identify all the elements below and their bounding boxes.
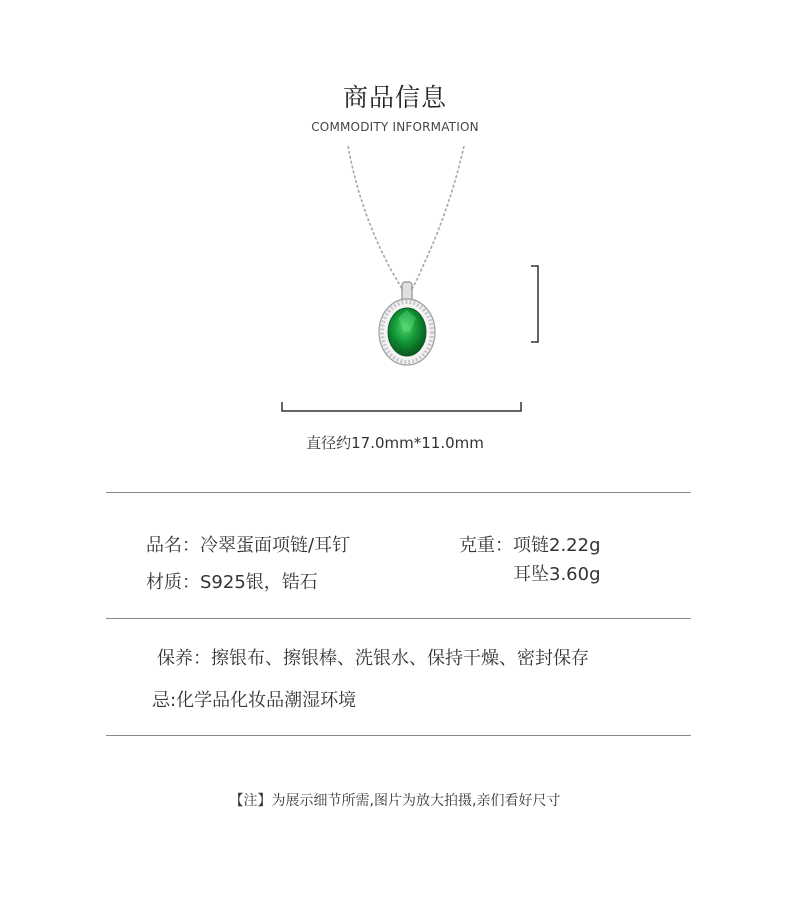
divider-bottom xyxy=(106,735,691,736)
page-title: 商品信息 xyxy=(342,83,447,112)
product-name: 品名：冷翠蛋面项链/耳钉 xyxy=(146,535,351,556)
emerald-pendant-necklace-icon xyxy=(330,140,480,380)
height-dimension-bracket xyxy=(525,264,545,344)
divider-middle xyxy=(106,618,691,619)
footer-note: 【注】为展示细节所需,图片为放大拍摄,亲们看好尺寸 xyxy=(229,793,561,809)
width-dimension-bracket xyxy=(280,400,525,416)
care-avoid: 忌:化学品化妆品潮湿环境 xyxy=(152,690,357,711)
product-weight-earring: 耳坠3.60g xyxy=(513,564,601,585)
page-subtitle: COMMODITY INFORMATION xyxy=(311,120,479,132)
product-weight-necklace: 克重：项链2.22g xyxy=(459,535,601,556)
divider-top xyxy=(106,492,691,493)
product-material: 材质：S925银，锆石 xyxy=(146,572,318,593)
care-instructions: 保养：擦银布、擦银棒、洗银水、保持干燥、密封保存 xyxy=(157,648,589,669)
dimensions-label: 直径约17.0mm*11.0mm xyxy=(306,434,484,452)
